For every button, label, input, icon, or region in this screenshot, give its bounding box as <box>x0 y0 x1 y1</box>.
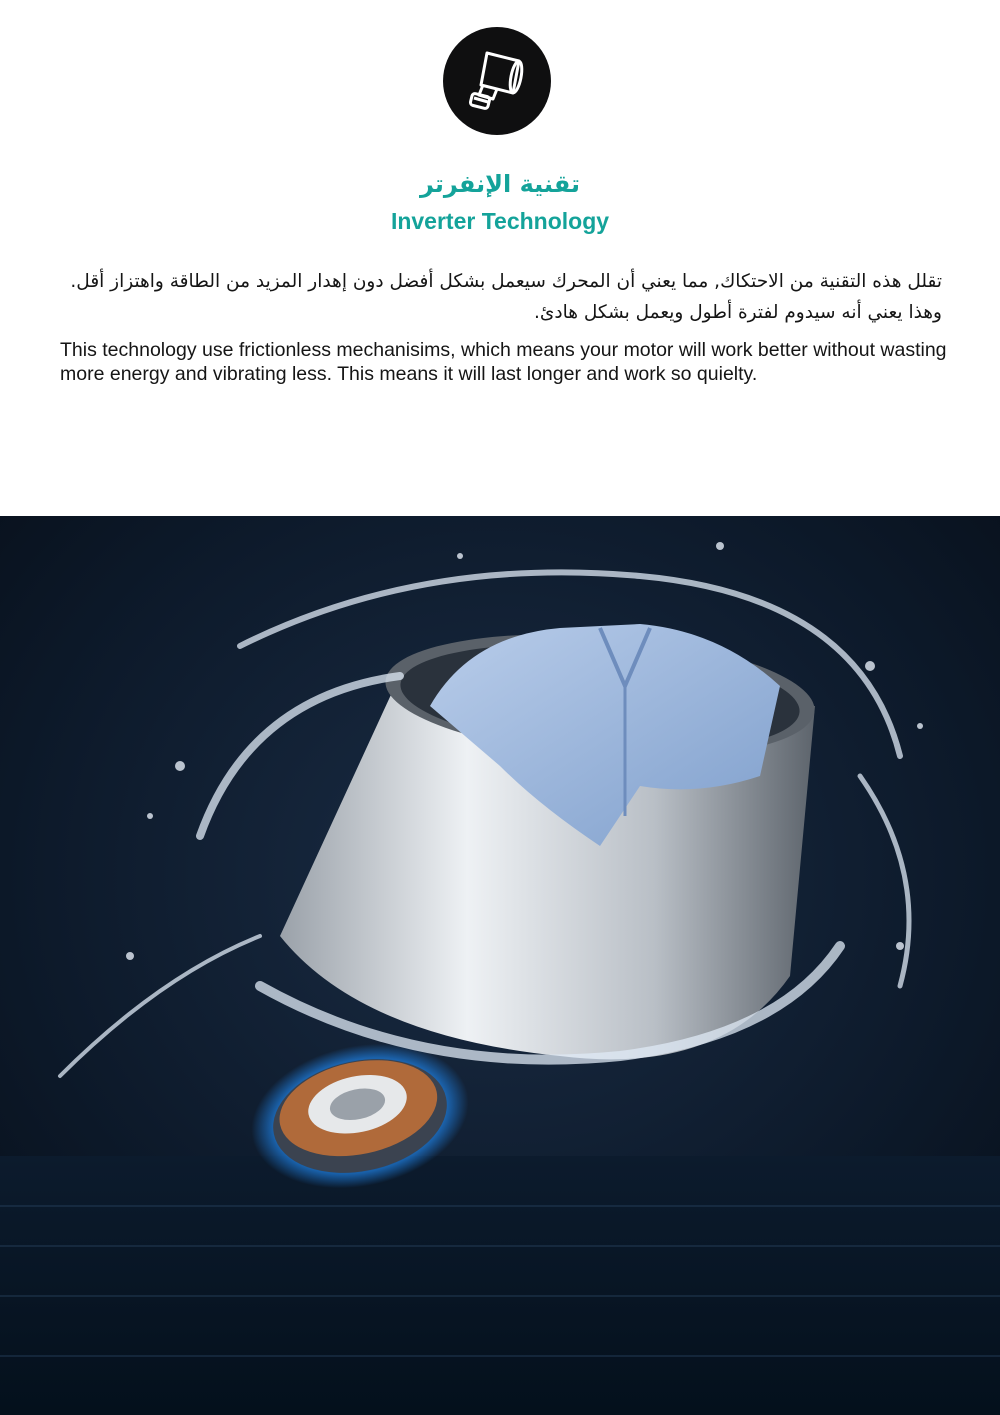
motor-icon-badge <box>443 27 551 135</box>
title-arabic: تقنية الإنفرتر <box>419 170 581 198</box>
title-english: Inverter Technology <box>390 208 610 234</box>
motor-icon <box>457 41 537 121</box>
paragraph-english: This technology use frictionless mechanisims, which means your motor will work better without wasting more energy and vibrating less. This means it will last longer and work so quielty. <box>60 339 947 385</box>
product-illustration <box>0 516 1000 1415</box>
paragraph-arabic: تقلل هذه التقنية من الاحتكاك, مما يعني أن المحرك سيعمل بشكل أفضل دون إهدار المزيد من الطاقة واهتزاز أقل. وهذا يعني أنه سيدوم لفترة أطول ويعمل بشكل هادئ. <box>70 271 942 323</box>
